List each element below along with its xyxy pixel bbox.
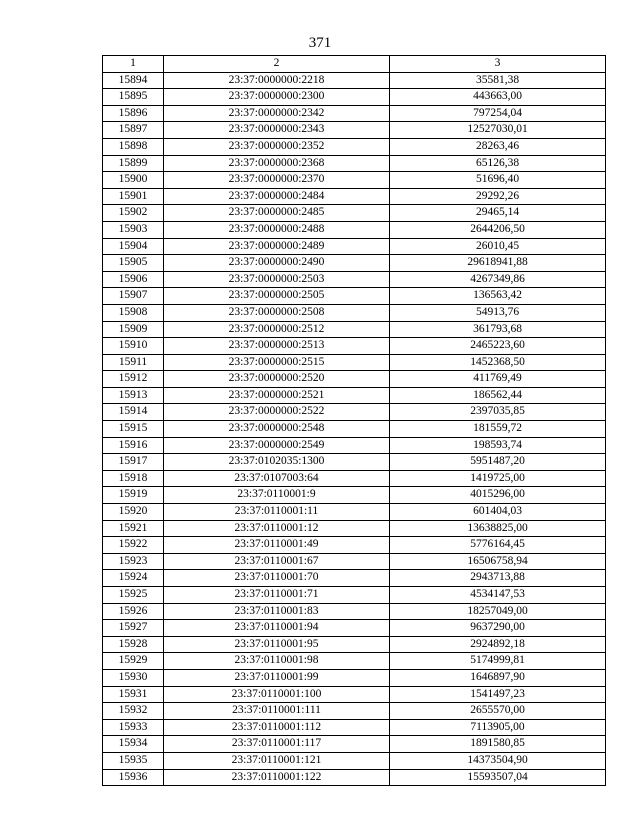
table-row — [103, 504, 606, 521]
value-cell: 2465223,60 — [390, 338, 606, 355]
cadastral-number-cell: 23:37:0000000:2548 — [164, 421, 390, 438]
table-header-row — [103, 56, 606, 73]
cadastral-number-cell: 23:37:0110001:9 — [164, 487, 390, 504]
row-number-cell: 15905 — [103, 255, 164, 272]
cadastral-number-cell: 23:37:0110001:117 — [164, 736, 390, 753]
cadastral-number-cell: 23:37:0110001:98 — [164, 653, 390, 670]
row-number-cell: 15916 — [103, 437, 164, 454]
value-cell: 51696,40 — [390, 172, 606, 189]
value-cell: 2943713,88 — [390, 570, 606, 587]
cadastral-number-cell: 23:37:0000000:2490 — [164, 255, 390, 272]
cadastral-number-cell: 23:37:0110001:11 — [164, 504, 390, 521]
table-row — [103, 155, 606, 172]
row-number-cell: 15935 — [103, 752, 164, 769]
value-cell: 443663,00 — [390, 89, 606, 106]
cadastral-number-cell: 23:37:0000000:2352 — [164, 138, 390, 155]
row-number-cell: 15900 — [103, 172, 164, 189]
value-cell: 1452368,50 — [390, 354, 606, 371]
table-row — [103, 587, 606, 604]
row-number-cell: 15915 — [103, 421, 164, 438]
table-row — [103, 454, 606, 471]
cadastral-number-cell: 23:37:0110001:12 — [164, 520, 390, 537]
row-number-cell: 15913 — [103, 387, 164, 404]
table-row — [103, 122, 606, 139]
cadastral-number-cell: 23:37:0000000:2489 — [164, 238, 390, 255]
row-number-cell: 15912 — [103, 371, 164, 388]
cadastral-table — [102, 55, 606, 786]
table-body — [103, 72, 606, 786]
row-number-cell: 15933 — [103, 719, 164, 736]
row-number-cell: 15909 — [103, 321, 164, 338]
table-row — [103, 271, 606, 288]
row-number-cell: 15899 — [103, 155, 164, 172]
table-row — [103, 188, 606, 205]
value-cell: 4534147,53 — [390, 587, 606, 604]
table-row — [103, 221, 606, 238]
table-row — [103, 205, 606, 222]
row-number-cell: 15926 — [103, 603, 164, 620]
row-number-cell: 15929 — [103, 653, 164, 670]
table-row — [103, 537, 606, 554]
row-number-cell: 15907 — [103, 288, 164, 305]
row-number-cell: 15895 — [103, 89, 164, 106]
cadastral-number-cell: 23:37:0110001:99 — [164, 669, 390, 686]
value-cell: 2655570,00 — [390, 703, 606, 720]
value-cell: 7113905,00 — [390, 719, 606, 736]
value-cell: 4267349,86 — [390, 271, 606, 288]
cadastral-number-cell: 23:37:0110001:67 — [164, 553, 390, 570]
value-cell: 1646897,90 — [390, 669, 606, 686]
cadastral-number-cell: 23:37:0000000:2300 — [164, 89, 390, 106]
cadastral-number-cell: 23:37:0110001:49 — [164, 537, 390, 554]
row-number-cell: 15932 — [103, 703, 164, 720]
value-cell: 5951487,20 — [390, 454, 606, 471]
row-number-cell: 15919 — [103, 487, 164, 504]
table-row — [103, 487, 606, 504]
table-row — [103, 89, 606, 106]
table-row — [103, 719, 606, 736]
cadastral-number-cell: 23:37:0110001:83 — [164, 603, 390, 620]
row-number-cell: 15921 — [103, 520, 164, 537]
table-row — [103, 736, 606, 753]
cadastral-number-cell: 23:37:0000000:2522 — [164, 404, 390, 421]
value-cell: 14373504,90 — [390, 752, 606, 769]
cadastral-number-cell: 23:37:0000000:2342 — [164, 105, 390, 122]
value-cell: 65126,38 — [390, 155, 606, 172]
value-cell: 2397035,85 — [390, 404, 606, 421]
cadastral-number-cell: 23:37:0110001:122 — [164, 769, 390, 786]
table-row — [103, 470, 606, 487]
value-cell: 181559,72 — [390, 421, 606, 438]
value-cell: 29465,14 — [390, 205, 606, 222]
value-cell: 29618941,88 — [390, 255, 606, 272]
row-number-cell: 15903 — [103, 221, 164, 238]
row-number-cell: 15918 — [103, 470, 164, 487]
table-row — [103, 553, 606, 570]
value-cell: 186562,44 — [390, 387, 606, 404]
row-number-cell: 15914 — [103, 404, 164, 421]
table-row — [103, 138, 606, 155]
cadastral-number-cell: 23:37:0110001:94 — [164, 620, 390, 637]
value-cell: 1419725,00 — [390, 470, 606, 487]
cadastral-number-cell: 23:37:0000000:2505 — [164, 288, 390, 305]
cadastral-number-cell: 23:37:0102035:1300 — [164, 454, 390, 471]
value-cell: 26010,45 — [390, 238, 606, 255]
value-cell: 29292,26 — [390, 188, 606, 205]
table-row — [103, 404, 606, 421]
table-row — [103, 669, 606, 686]
value-cell: 5174999,81 — [390, 653, 606, 670]
column-header-2: 2 — [164, 56, 390, 73]
cadastral-number-cell: 23:37:0107003:64 — [164, 470, 390, 487]
cadastral-number-cell: 23:37:0000000:2520 — [164, 371, 390, 388]
table-row — [103, 371, 606, 388]
row-number-cell: 15936 — [103, 769, 164, 786]
value-cell: 13638825,00 — [390, 520, 606, 537]
row-number-cell: 15901 — [103, 188, 164, 205]
table-row — [103, 172, 606, 189]
cadastral-number-cell: 23:37:0000000:2508 — [164, 304, 390, 321]
value-cell: 28263,46 — [390, 138, 606, 155]
row-number-cell: 15897 — [103, 122, 164, 139]
value-cell: 12527030,01 — [390, 122, 606, 139]
row-number-cell: 15930 — [103, 669, 164, 686]
value-cell: 15593507,04 — [390, 769, 606, 786]
row-number-cell: 15925 — [103, 587, 164, 604]
row-number-cell: 15927 — [103, 620, 164, 637]
value-cell: 54913,76 — [390, 304, 606, 321]
table-row — [103, 703, 606, 720]
table-row — [103, 520, 606, 537]
value-cell: 136563,42 — [390, 288, 606, 305]
row-number-cell: 15911 — [103, 354, 164, 371]
row-number-cell: 15931 — [103, 686, 164, 703]
row-number-cell: 15910 — [103, 338, 164, 355]
table-row — [103, 255, 606, 272]
column-header-1: 1 — [103, 56, 164, 73]
row-number-cell: 15906 — [103, 271, 164, 288]
value-cell: 2644206,50 — [390, 221, 606, 238]
row-number-cell: 15928 — [103, 636, 164, 653]
table-row — [103, 72, 606, 89]
cadastral-number-cell: 23:37:0000000:2368 — [164, 155, 390, 172]
cadastral-number-cell: 23:37:0000000:2515 — [164, 354, 390, 371]
value-cell: 16506758,94 — [390, 553, 606, 570]
value-cell: 9637290,00 — [390, 620, 606, 637]
table-row — [103, 321, 606, 338]
value-cell: 4015296,00 — [390, 487, 606, 504]
row-number-cell: 15922 — [103, 537, 164, 554]
row-number-cell: 15908 — [103, 304, 164, 321]
table-row — [103, 288, 606, 305]
row-number-cell: 15923 — [103, 553, 164, 570]
cadastral-number-cell: 23:37:0110001:121 — [164, 752, 390, 769]
row-number-cell: 15902 — [103, 205, 164, 222]
row-number-cell: 15898 — [103, 138, 164, 155]
cadastral-number-cell: 23:37:0000000:2343 — [164, 122, 390, 139]
value-cell: 411769,49 — [390, 371, 606, 388]
table-row — [103, 105, 606, 122]
table-row — [103, 603, 606, 620]
cadastral-number-cell: 23:37:0000000:2218 — [164, 72, 390, 89]
value-cell: 198593,74 — [390, 437, 606, 454]
table-row — [103, 653, 606, 670]
cadastral-number-cell: 23:37:0110001:100 — [164, 686, 390, 703]
row-number-cell: 15896 — [103, 105, 164, 122]
row-number-cell: 15920 — [103, 504, 164, 521]
row-number-cell: 15924 — [103, 570, 164, 587]
cadastral-number-cell: 23:37:0000000:2370 — [164, 172, 390, 189]
cadastral-number-cell: 23:37:0110001:112 — [164, 719, 390, 736]
table-row — [103, 769, 606, 786]
value-cell: 18257049,00 — [390, 603, 606, 620]
cadastral-number-cell: 23:37:0110001:111 — [164, 703, 390, 720]
cadastral-number-cell: 23:37:0000000:2484 — [164, 188, 390, 205]
cadastral-number-cell: 23:37:0000000:2521 — [164, 387, 390, 404]
value-cell: 797254,04 — [390, 105, 606, 122]
cadastral-number-cell: 23:37:0000000:2512 — [164, 321, 390, 338]
table-row — [103, 437, 606, 454]
cadastral-number-cell: 23:37:0000000:2549 — [164, 437, 390, 454]
table-row — [103, 354, 606, 371]
table-row — [103, 304, 606, 321]
table-row — [103, 338, 606, 355]
row-number-cell: 15904 — [103, 238, 164, 255]
table-row — [103, 570, 606, 587]
table-row — [103, 752, 606, 769]
value-cell: 361793,68 — [390, 321, 606, 338]
value-cell: 35581,38 — [390, 72, 606, 89]
table-row — [103, 238, 606, 255]
cadastral-number-cell: 23:37:0000000:2488 — [164, 221, 390, 238]
cadastral-number-cell: 23:37:0110001:71 — [164, 587, 390, 604]
table-row — [103, 421, 606, 438]
cadastral-number-cell: 23:37:0000000:2503 — [164, 271, 390, 288]
row-number-cell: 15934 — [103, 736, 164, 753]
value-cell: 1891580,85 — [390, 736, 606, 753]
cadastral-number-cell: 23:37:0110001:70 — [164, 570, 390, 587]
table-row — [103, 636, 606, 653]
table-row — [103, 686, 606, 703]
value-cell: 1541497,23 — [390, 686, 606, 703]
cadastral-number-cell: 23:37:0000000:2513 — [164, 338, 390, 355]
table-row — [103, 387, 606, 404]
cadastral-number-cell: 23:37:0000000:2485 — [164, 205, 390, 222]
page-number: 371 — [308, 35, 332, 51]
cadastral-number-cell: 23:37:0110001:95 — [164, 636, 390, 653]
value-cell: 2924892,18 — [390, 636, 606, 653]
row-number-cell: 15894 — [103, 72, 164, 89]
value-cell: 601404,03 — [390, 504, 606, 521]
value-cell: 5776164,45 — [390, 537, 606, 554]
table-row — [103, 620, 606, 637]
row-number-cell: 15917 — [103, 454, 164, 471]
column-header-3: 3 — [390, 56, 606, 73]
